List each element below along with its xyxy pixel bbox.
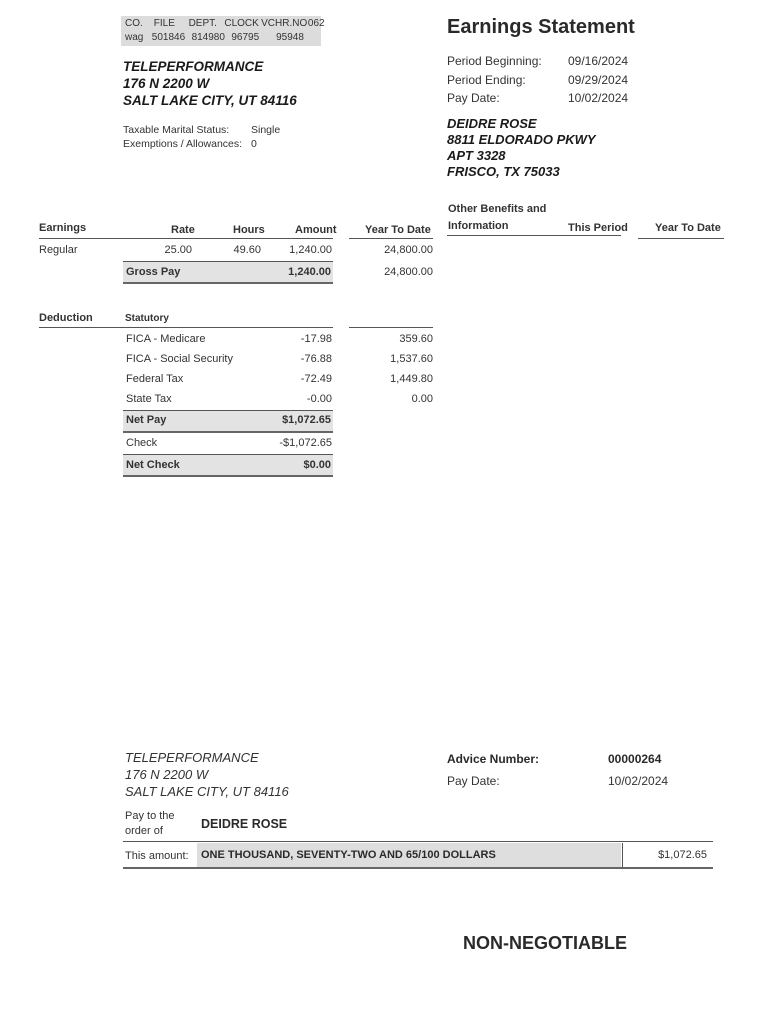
- deduction-medicare-label: FICA - Medicare: [126, 333, 206, 345]
- voucher-header-box: [121, 16, 325, 46]
- check-amount-box: $1,072.65: [622, 843, 713, 867]
- period-beginning-label: Period Beginning:: [447, 54, 542, 68]
- earnings-ytd-rule: [349, 238, 433, 239]
- statutory-subheading: Statutory: [125, 313, 169, 324]
- regular-ytd: 24,800.00: [384, 244, 433, 256]
- check-company-name: TELEPERFORMANCE: [125, 750, 259, 765]
- vchr-suffix: 062: [307, 18, 325, 29]
- pay-date-value: 10/02/2024: [568, 91, 629, 105]
- check-company-street: 176 N 2200 W: [125, 767, 209, 782]
- pay-date-label: Pay Date:: [447, 91, 500, 105]
- voucher-header-values: [125, 31, 317, 45]
- company-name: TELEPERFORMANCE: [123, 59, 264, 74]
- check-pay-date-label: Pay Date:: [447, 774, 500, 788]
- employee-city: FRISCO, TX 75033: [447, 164, 560, 179]
- employee-address: [447, 116, 596, 180]
- regular-rate: 25.00: [164, 244, 192, 256]
- gross-pay-label: Gross Pay: [126, 266, 181, 278]
- tax-status: [123, 123, 280, 151]
- regular-hours: 49.60: [233, 244, 261, 256]
- benefits-period-header: This Period: [568, 222, 628, 234]
- employee-apt: APT 3328: [447, 148, 506, 163]
- net-pay-top-rule: [123, 410, 333, 411]
- company-address: [123, 58, 297, 109]
- period-ending-value: 09/29/2024: [568, 72, 629, 87]
- hours-column-header: Hours: [233, 224, 265, 236]
- net-pay-label: Net Pay: [126, 414, 167, 426]
- deduction-ytd-rule: [349, 327, 433, 328]
- regular-label: Regular: [39, 244, 78, 256]
- period-ending-label: Period Ending:: [447, 72, 526, 87]
- deduction-state-tax-amount: -0.00: [306, 393, 332, 405]
- gross-pay-ytd: 24,800.00: [384, 266, 433, 278]
- dept-value: 814980: [191, 32, 225, 43]
- check-label: Check: [126, 437, 158, 449]
- deduction-header-rule: [39, 327, 333, 328]
- clock-value: 96795: [231, 32, 260, 43]
- gross-pay-bottom-rule: [123, 282, 333, 284]
- benefits-rule-right: [638, 238, 724, 239]
- employee-name: DEIDRE ROSE: [447, 116, 537, 131]
- regular-amount: 1,240.00: [289, 244, 332, 256]
- check-amount: -$1,072.65: [279, 437, 332, 449]
- voucher-header-labels: [125, 17, 325, 31]
- marital-status-label: Taxable Marital Status:: [123, 124, 230, 136]
- benefits-heading-line1: Other Benefits and: [448, 203, 547, 215]
- ytd-column-header: Year To Date: [365, 224, 431, 236]
- payee-name: DEIDRE ROSE: [201, 817, 288, 831]
- net-check-amount: $0.00: [303, 459, 331, 471]
- gross-pay-amount: 1,240.00: [288, 266, 331, 278]
- deduction-medicare-amount: -17.98: [300, 333, 332, 345]
- employee-street: 8811 ELDORADO PKWY: [447, 132, 596, 147]
- amount-column-header: Amount: [295, 224, 337, 236]
- earnings-heading: Earnings: [39, 222, 87, 234]
- pay-to-line1: Pay to the: [125, 810, 175, 822]
- clock-label: CLOCK: [224, 18, 259, 29]
- advice-number-label: Advice Number:: [447, 752, 540, 766]
- deduction-medicare-ytd: 359.60: [399, 333, 433, 345]
- benefits-rule-left: [447, 235, 621, 236]
- advice-number-value: 00000264: [608, 752, 662, 766]
- check-pay-date-value: 10/02/2024: [608, 774, 669, 788]
- deduction-heading: Deduction: [39, 312, 93, 324]
- earnings-header-rule: [39, 238, 333, 239]
- benefits-ytd-header: Year To Date: [655, 222, 721, 234]
- non-negotiable-stamp: NON-NEGOTIABLE: [463, 933, 627, 953]
- deduction-social-security-amount: -76.88: [300, 353, 332, 365]
- check-company-city: SALT LAKE CITY, UT 84116: [125, 784, 289, 799]
- net-check-bottom-rule: [123, 475, 333, 477]
- company-city: SALT LAKE CITY, UT 84116: [123, 93, 297, 108]
- deduction-federal-tax-amount: -72.49: [300, 373, 332, 385]
- deduction-social-security-ytd: 1,537.60: [390, 353, 433, 365]
- net-pay-bottom-rule: [123, 431, 333, 433]
- deduction-state-tax-label: State Tax: [126, 393, 172, 405]
- check-company-address: [125, 749, 289, 800]
- gross-pay-top-rule: [123, 261, 333, 262]
- rate-column-header: Rate: [171, 224, 195, 236]
- amount-top-rule: [123, 841, 713, 842]
- file-value: 501846: [151, 32, 186, 43]
- amount-bottom-rule: [123, 867, 713, 869]
- vchr-value: 95948: [276, 32, 304, 43]
- net-check-top-rule: [123, 454, 333, 455]
- dept-label: DEPT.: [188, 18, 217, 29]
- benefits-heading-line2: Information: [448, 220, 509, 232]
- amount-label: This amount:: [125, 850, 189, 862]
- net-pay-amount: $1,072.65: [282, 414, 331, 426]
- deduction-federal-tax-label: Federal Tax: [126, 373, 184, 385]
- deduction-social-security-label: FICA - Social Security: [126, 353, 233, 365]
- period-beginning-value: 09/16/2024: [568, 54, 629, 68]
- vchr-label: VCHR.NO: [261, 18, 308, 29]
- deduction-federal-tax-ytd: 1,449.80: [390, 373, 433, 385]
- file-label: FILE: [153, 18, 175, 29]
- amount-in-words: ONE THOUSAND, SEVENTY-TWO AND 65/100 DOLLARS: [197, 843, 621, 867]
- company-street: 176 N 2200 W: [123, 76, 210, 91]
- pay-to-line2: order of: [125, 825, 163, 837]
- net-check-label: Net Check: [126, 459, 180, 471]
- co-label: CO.: [125, 18, 143, 29]
- co-value: wag: [125, 32, 144, 43]
- marital-status-value: Single: [251, 124, 281, 136]
- pay-to-order-label: [125, 809, 189, 839]
- statement-title: Earnings Statement: [447, 16, 635, 38]
- pay-period-info: [447, 52, 628, 108]
- deduction-state-tax-ytd: 0.00: [411, 393, 433, 405]
- exemptions-label: Exemptions / Allowances:: [123, 138, 243, 150]
- exemptions-value: 0: [251, 138, 257, 150]
